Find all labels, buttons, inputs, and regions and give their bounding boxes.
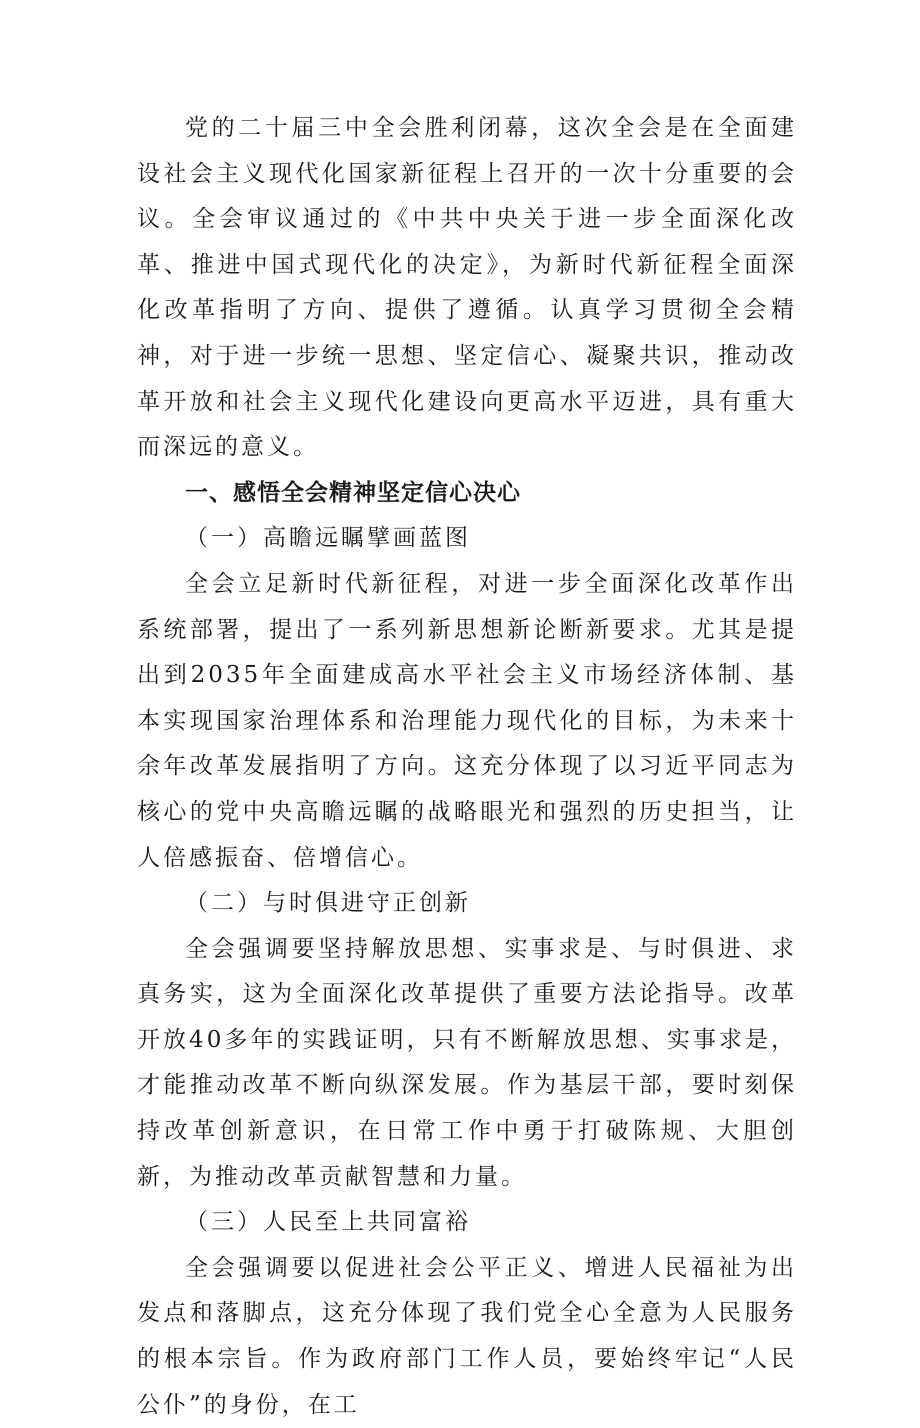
document-body (137, 106, 797, 1428)
subsection-body-1: 全会立足新时代新征程，对进一步全面深化改革作出系统部署，提出了一系列新思想新论断新要求。尤其是提出到2035年全面建成高水平社会主义市场经济体制、基本实现国家治理体系和治理能力现代化的目标，为未来十余年改革发展指明了方向。这充分体现了以习近平同志为核心的党中央高瞻远瞩的战略眼光和强烈的历史担当，让人倍感振奋、倍增信心。 (137, 570, 797, 871)
intro-paragraph: 党的二十届三中全会胜利闭幕，这次全会是在全面建设社会主义现代化国家新征程上召开的一次十分重要的会议。全会审议通过的《中共中央关于进一步全面深化改革、推进中国式现代化的决定》，为新时代新征程全面深化改革指明了方向、提供了遵循。认真学习贯彻全会精神，对于进一步统一思想、坚定信心、凝聚共识，推动改革开放和社会主义现代化建设向更高水平迈进，具有重大而深远的意义。 (137, 115, 797, 461)
subsection-body-2: 全会强调要坚持解放思想、实事求是、与时俱进、求真务实，这为全面深化改革提供了重要方法论指导。改革开放40多年的实践证明，只有不断解放思想、实事求是，才能推动改革不断向纵深发展。作为基层干部，要时刻保持改革创新意识，在日常工作中勇于打破陈规、大胆创新，为推动改革贡献智慧和力量。 (137, 935, 797, 1190)
subsection-heading-1: （一）高瞻远瞩擘画蓝图 (185, 525, 471, 552)
subsection-heading-2: （二）与时俱进守正创新 (185, 890, 471, 917)
subsection-heading-3: （三）人民至上共同富裕 (185, 1209, 471, 1236)
section-heading-1: 一、感悟全会精神坚定信心决心 (185, 479, 521, 506)
subsection-body-3: 全会强调要以促进社会公平正义、增进人民福祉为出发点和落脚点，这充分体现了我们党全心全意为人民服务的根本宗旨。作为政府部门工作人员，要始终牢记“人民公仆”的身份，在工 (137, 1254, 797, 1418)
